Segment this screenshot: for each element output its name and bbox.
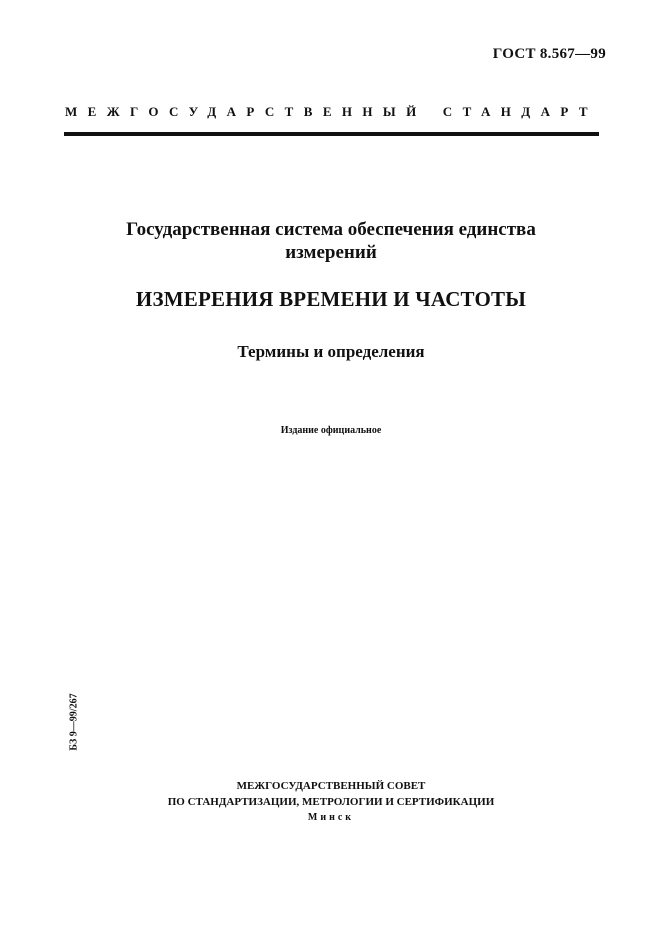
header-rule (64, 132, 599, 136)
catalog-code: БЗ 9—99/267 (68, 693, 80, 751)
system-title (66, 218, 596, 264)
document-code: ГОСТ 8.567—99 (492, 46, 606, 62)
standard-type-heading: МЕЖГОСУДАРСТВЕННЫЙ СТАНДАРТ (65, 104, 598, 119)
subtitle: Термины и определения (237, 342, 425, 361)
publisher-line2: ПО СТАНДАРТИЗАЦИИ, МЕТРОЛОГИИ И СЕРТИФИКАЦИИ (167, 796, 495, 808)
publisher-city: Минск (307, 812, 355, 823)
system-title-line1: Государственная система обеспечения единства (126, 219, 536, 240)
system-title-line2: измерений (285, 242, 377, 263)
publisher-line1: МЕЖГОСУДАРСТВЕННЫЙ СОВЕТ (236, 780, 426, 792)
publisher-block (66, 778, 596, 826)
main-title: ИЗМЕРЕНИЯ ВРЕМЕНИ И ЧАСТОТЫ (135, 287, 527, 311)
edition-label: Издание официальное (280, 425, 382, 436)
